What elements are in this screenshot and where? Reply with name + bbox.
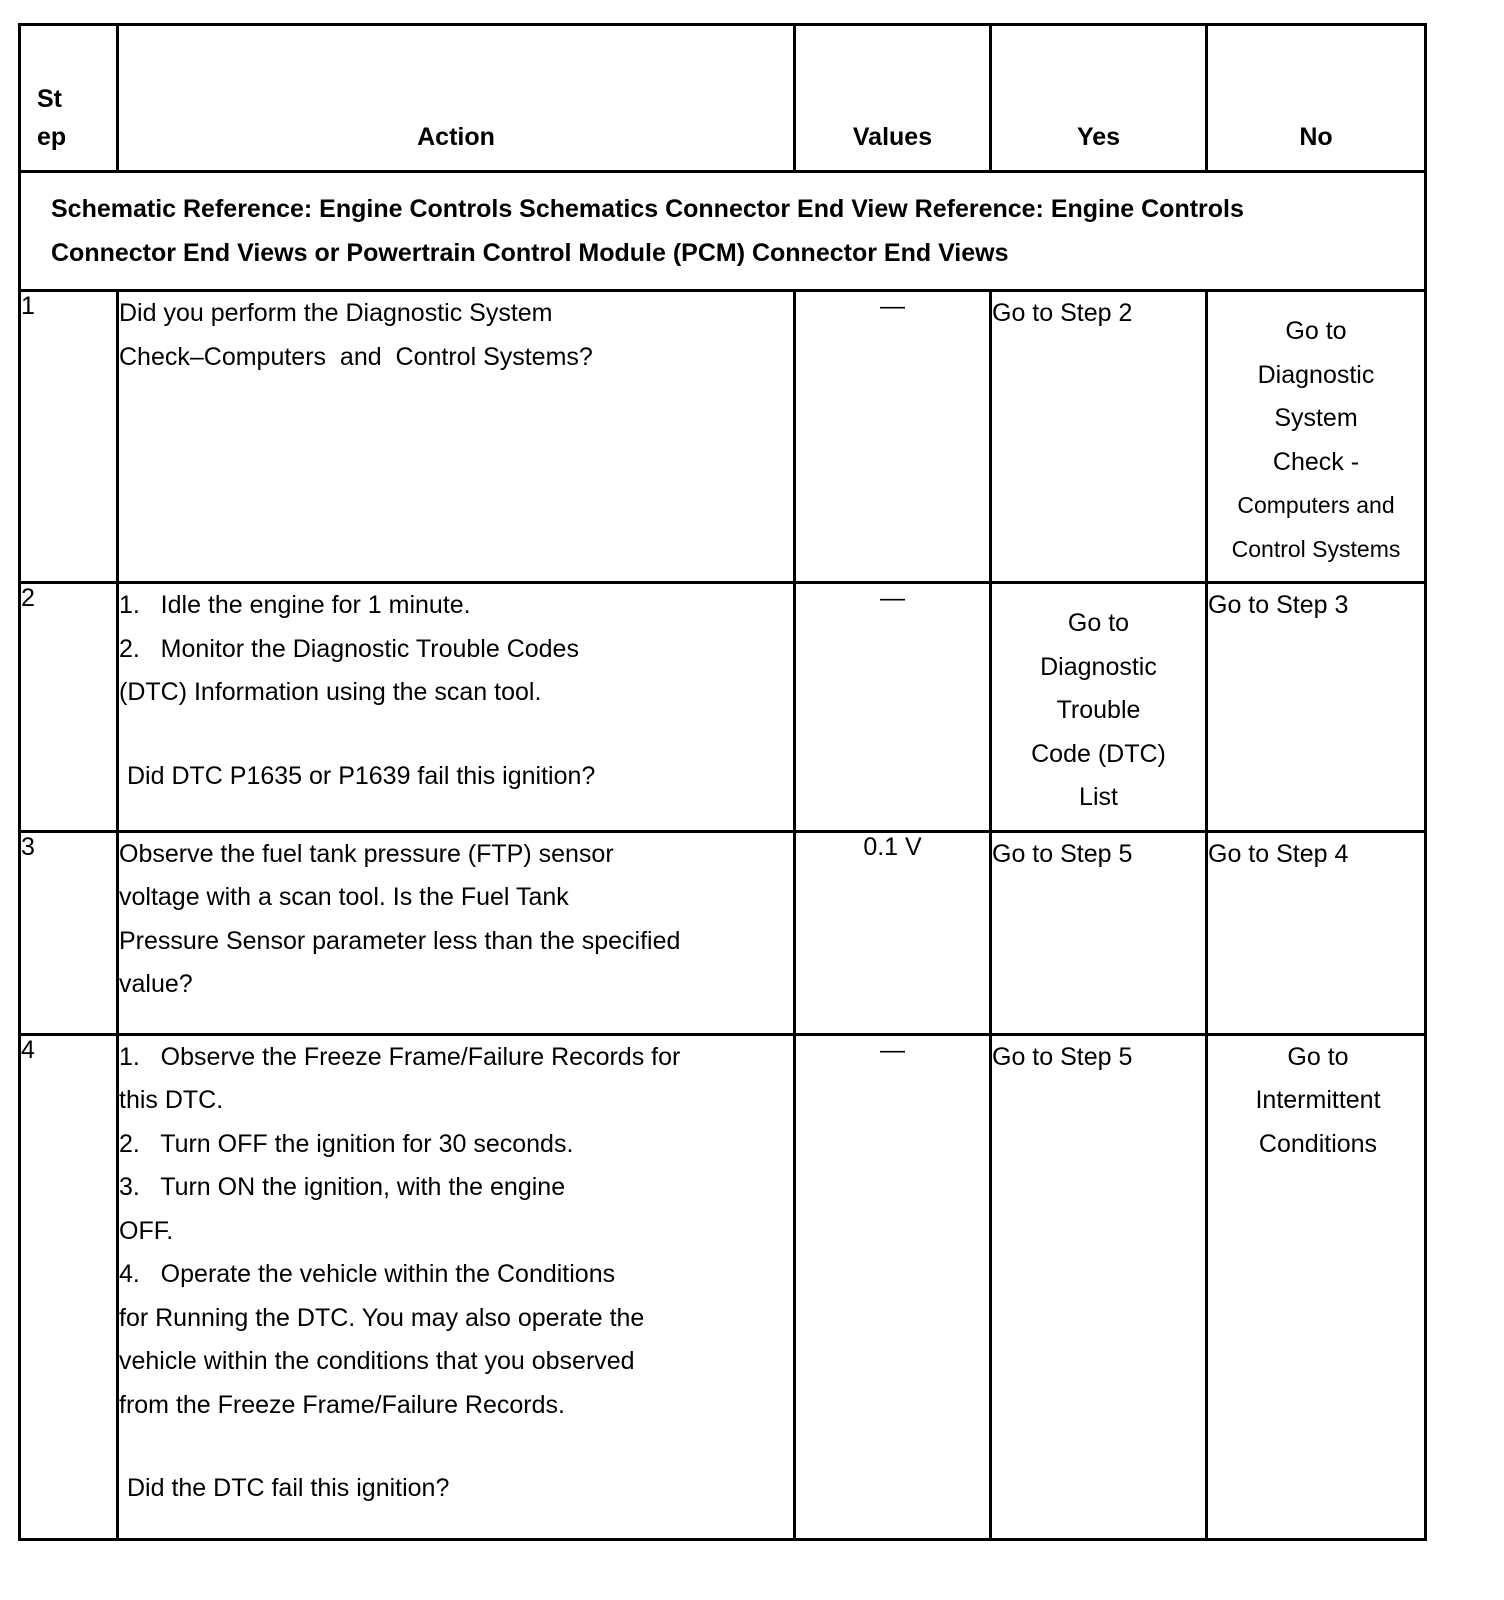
action-line: 3. Turn ON the ignition, with the engine [119,1173,566,1201]
action-line: for Running the DTC. You may also operate the [119,1303,645,1332]
action-line: (DTC) Information using the scan tool. [119,678,542,706]
action-line: Did you perform the Diagnostic System [119,299,553,327]
reference-row [20,172,1426,291]
no-line: System [1274,404,1358,432]
action-line: from the Freeze Frame/Failure Records. [119,1390,565,1419]
header-row [20,25,1426,172]
action-cell [118,1034,795,1539]
diagnostic-table [18,23,1427,1541]
values-cell: — [795,583,991,832]
action-line: 4. Operate the vehicle within the Conditions [119,1260,616,1288]
values-cell: — [795,1034,991,1539]
step-number: 2 [20,583,118,832]
yes-cell: Go to Step 5 [991,1034,1207,1539]
action-line: 2. Turn OFF the ignition for 30 seconds. [119,1129,574,1158]
action-line: Check–Computers and Control Systems? [119,342,593,371]
action-line: this DTC. [119,1086,224,1114]
header-values: Values [795,25,991,172]
no-line: Go to [1285,317,1347,345]
step-number: 3 [20,831,118,1034]
yes-cell: Go to Step 5 [991,831,1207,1034]
action-cell [118,291,795,583]
action-question: Did the DTC fail this ignition? [127,1474,450,1502]
action-line: 1. Observe the Freeze Frame/Failure Records for [119,1042,681,1071]
no-line: Check - [1272,447,1360,476]
values-cell: — [795,291,991,583]
header-action: Action [118,25,795,172]
header-step-line: ep [37,123,67,151]
step-number: 4 [20,1034,118,1539]
action-line: vehicle within the conditions that you observed [119,1347,635,1375]
no-line: Conditions [1258,1129,1378,1158]
action-line: OFF. [119,1216,174,1245]
reference-line: Connector End Views or Powertrain Control Module (PCM) Connector End Views [51,239,1009,267]
header-step-line: St [37,85,62,113]
header-yes: Yes [991,25,1207,172]
yes-line: Trouble [1056,696,1141,724]
no-line: Control Systems [1231,535,1401,562]
table-row [20,583,1426,832]
reference-line: Schematic Reference: Engine Controls Schematics Connector End View Reference: Engine Controls [51,195,1244,223]
action-cell [118,831,795,1034]
yes-line: List [1079,783,1118,811]
schematic-reference [20,172,1426,291]
no-cell: Go to Step 3 [1207,583,1426,832]
action-line: Pressure Sensor parameter less than the specified [119,926,681,955]
yes-line: Diagnostic [1040,652,1157,681]
table-row [20,831,1426,1034]
no-line: Intermittent [1255,1086,1381,1114]
yes-line: Go to [1067,609,1130,637]
no-line: Diagnostic [1257,360,1375,389]
action-line: voltage with a scan tool. Is the Fuel Tank [119,883,569,911]
action-line: 1. Idle the engine for 1 minute. [119,591,471,619]
no-cell [1207,291,1426,583]
header-step [20,25,118,172]
table-row [20,291,1426,583]
yes-cell: Go to Step 2 [991,291,1207,583]
table-row [20,1034,1426,1539]
action-cell [118,583,795,832]
values-cell: 0.1 V [795,831,991,1034]
yes-line: Code (DTC) [1031,739,1166,768]
action-line: value? [119,970,193,998]
no-cell: Go to Step 4 [1207,831,1426,1034]
no-line: Go to [1287,1042,1349,1071]
action-line: 2. Monitor the Diagnostic Trouble Codes [119,634,579,663]
step-number: 1 [20,291,118,583]
header-no: No [1207,25,1426,172]
action-question: Did DTC P1635 or P1639 fail this ignition? [127,761,596,790]
no-cell [1207,1034,1426,1539]
action-line: Observe the fuel tank pressure (FTP) sensor [119,839,614,868]
yes-cell [991,583,1207,832]
no-line: Computers and [1237,492,1395,518]
